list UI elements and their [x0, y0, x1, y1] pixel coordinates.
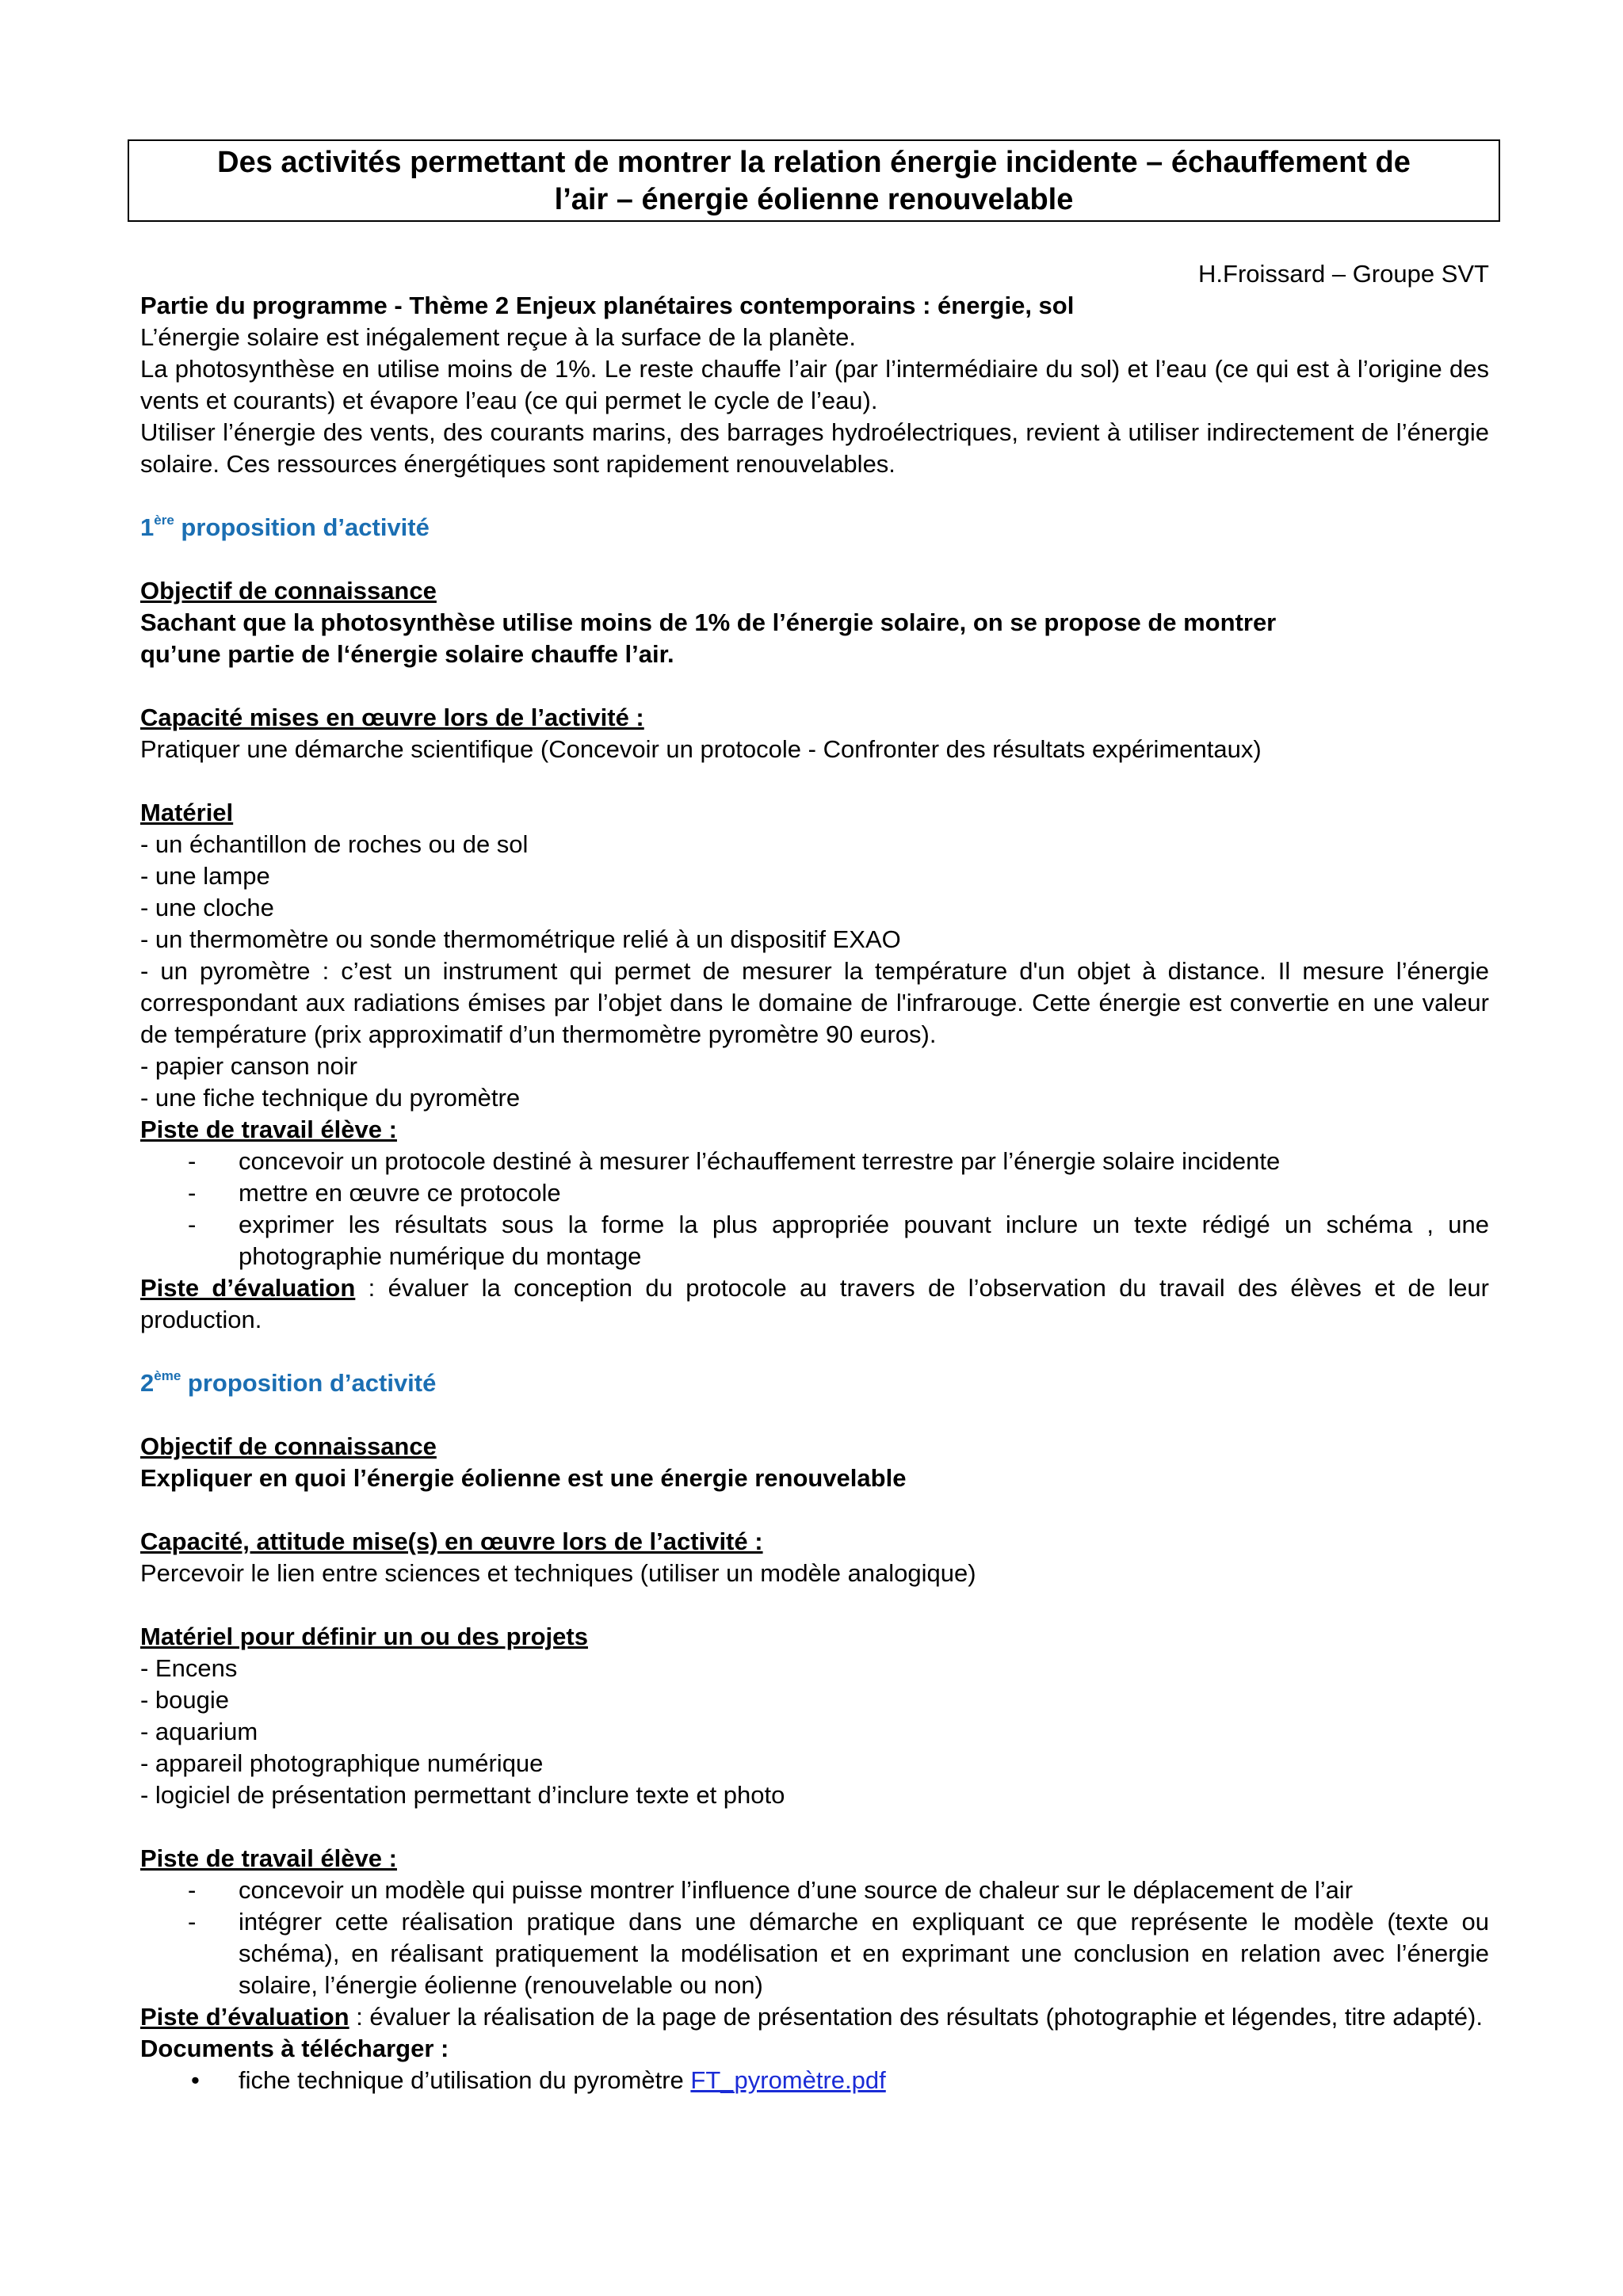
- author: H.Froissard – Groupe SVT: [1198, 260, 1489, 288]
- document-description: fiche technique d’utilisation du pyromètre: [239, 2066, 691, 2094]
- activity2-objectif-label: Objectif de connaissance: [140, 1432, 437, 1460]
- activity2-heading: 2ème proposition d’activité: [140, 1368, 437, 1397]
- materiel-item: - appareil photographique numérique: [140, 1749, 544, 1777]
- activity1-materiel-label: Matériel: [140, 799, 234, 826]
- list-item: - intégrer cette réalisation pratique dans une démarche en expliquant ce que représente le modèle (texte ou schéma), en réalisant pratiquement la modélisation et en exprimant une conclusion en relation avec l’énergie solaire, l’énergie éolienne (renouvelable ou non): [188, 1908, 1489, 1999]
- programme-line-2: La photosynthèse en utilise moins de 1%. Le reste chauffe l’air (par l’intermédiaire du sol) et l’eau (ce qui est à l’origine des vents et courants) et évapore l’eau (ce qui permet le cycle de l’eau).: [140, 355, 1489, 414]
- activity1-objectif-label: Objectif de connaissance: [140, 577, 437, 605]
- activity1-piste-label: Piste de travail élève :: [140, 1116, 397, 1143]
- materiel-item: - un thermomètre ou sonde thermométrique relié à un dispositif EXAO: [140, 925, 901, 953]
- list-item: - mettre en œuvre ce protocole: [188, 1179, 561, 1207]
- activity1-evaluation: Piste d’évaluation : évaluer la conception du protocole au travers de l’observation du travail des élèves et de leur production.: [140, 1274, 1489, 1333]
- activity1-capacite-text: Pratiquer une démarche scientifique (Concevoir un protocole - Confronter des résultats expérimentaux): [140, 735, 1262, 763]
- materiel-item: - Encens: [140, 1654, 238, 1682]
- activity2-capacite-label: Capacité, attitude mise(s) en œuvre lors de l’activité :: [140, 1527, 763, 1555]
- list-item: - concevoir un modèle qui puisse montrer l’influence d’une source de chaleur sur le déplacement de l’air: [188, 1876, 1354, 1904]
- materiel-item: - bougie: [140, 1686, 230, 1714]
- title-line-1: Des activités permettant de montrer la relation énergie incidente – échauffement de: [217, 146, 1411, 179]
- activity2-piste-label: Piste de travail élève :: [140, 1844, 397, 1872]
- materiel-item: - papier canson noir: [140, 1052, 357, 1080]
- materiel-item: - un échantillon de roches ou de sol: [140, 830, 529, 858]
- activity2-capacite-text: Percevoir le lien entre sciences et techniques (utiliser un modèle analogique): [140, 1559, 976, 1587]
- documents-list: [140, 2065, 1489, 2096]
- activity2-evaluation: Piste d’évaluation : évaluer la réalisation de la page de présentation des résultats (photographie et légendes, titre adapté).: [140, 2003, 1483, 2031]
- bullet-icon: •: [191, 2066, 200, 2094]
- activity2-objectif-text: Expliquer en quoi l’énergie éolienne est une énergie renouvelable: [140, 1464, 907, 1492]
- materiel-item: - aquarium: [140, 1718, 258, 1745]
- list-item: [140, 2065, 1489, 2096]
- activity2-piste-list: [140, 1875, 1489, 2001]
- list-item: - concevoir un protocole destiné à mesurer l’échauffement terrestre par l’énergie solaire incidente: [188, 1147, 1281, 1175]
- materiel-item: - logiciel de présentation permettant d’inclure texte et photo: [140, 1781, 785, 1809]
- document-body: [140, 258, 1489, 2096]
- documents-label: Documents à télécharger :: [140, 2035, 449, 2062]
- title-box: [128, 139, 1500, 222]
- programme-line-1: L’énergie solaire est inégalement reçue à la surface de la planète.: [140, 323, 857, 351]
- programme-heading: Partie du programme - Thème 2 Enjeux planétaires contemporains : énergie, sol: [140, 292, 1075, 319]
- materiel-item: - un pyromètre : c’est un instrument qui permet de mesurer la température d'un objet à distance. Il mesure l’énergie correspondant aux radiations émises par l’objet dans le domaine de l'infrarouge. Cette énergie est convertie en une valeur de température (prix approximatif d’un thermomètre pyromètre 90 euros).: [140, 957, 1489, 1048]
- activity1-capacite-label: Capacité mises en œuvre lors de l’activité :: [140, 704, 644, 731]
- pyrometre-pdf-link[interactable]: FT_pyromètre.pdf: [690, 2066, 886, 2094]
- materiel-item: - une cloche: [140, 894, 274, 921]
- list-item: - exprimer les résultats sous la forme la plus appropriée pouvant inclure un texte rédigé un schéma , une photographie numérique du montage: [188, 1211, 1489, 1270]
- materiel-item: - une lampe: [140, 862, 270, 890]
- activity2-materiel-label: Matériel pour définir un ou des projets: [140, 1623, 588, 1650]
- materiel-item: - une fiche technique du pyromètre: [140, 1084, 521, 1112]
- activity1-heading: 1ère proposition d’activité: [140, 513, 430, 541]
- programme-line-3: Utiliser l’énergie des vents, des courants marins, des barrages hydroélectriques, revient à utiliser indirectement de l’énergie solaire. Ces ressources énergétiques sont rapidement renouvelables.: [140, 418, 1489, 478]
- activity1-piste-list: [140, 1146, 1489, 1272]
- activity1-objectif-line-2: qu’une partie de l‘énergie solaire chauffe l’air.: [140, 640, 674, 668]
- title-line-2: l’air – énergie éolienne renouvelable: [554, 183, 1074, 216]
- activity1-objectif-line-1: Sachant que la photosynthèse utilise moins de 1% de l’énergie solaire, on se propose de montrer: [140, 608, 1277, 636]
